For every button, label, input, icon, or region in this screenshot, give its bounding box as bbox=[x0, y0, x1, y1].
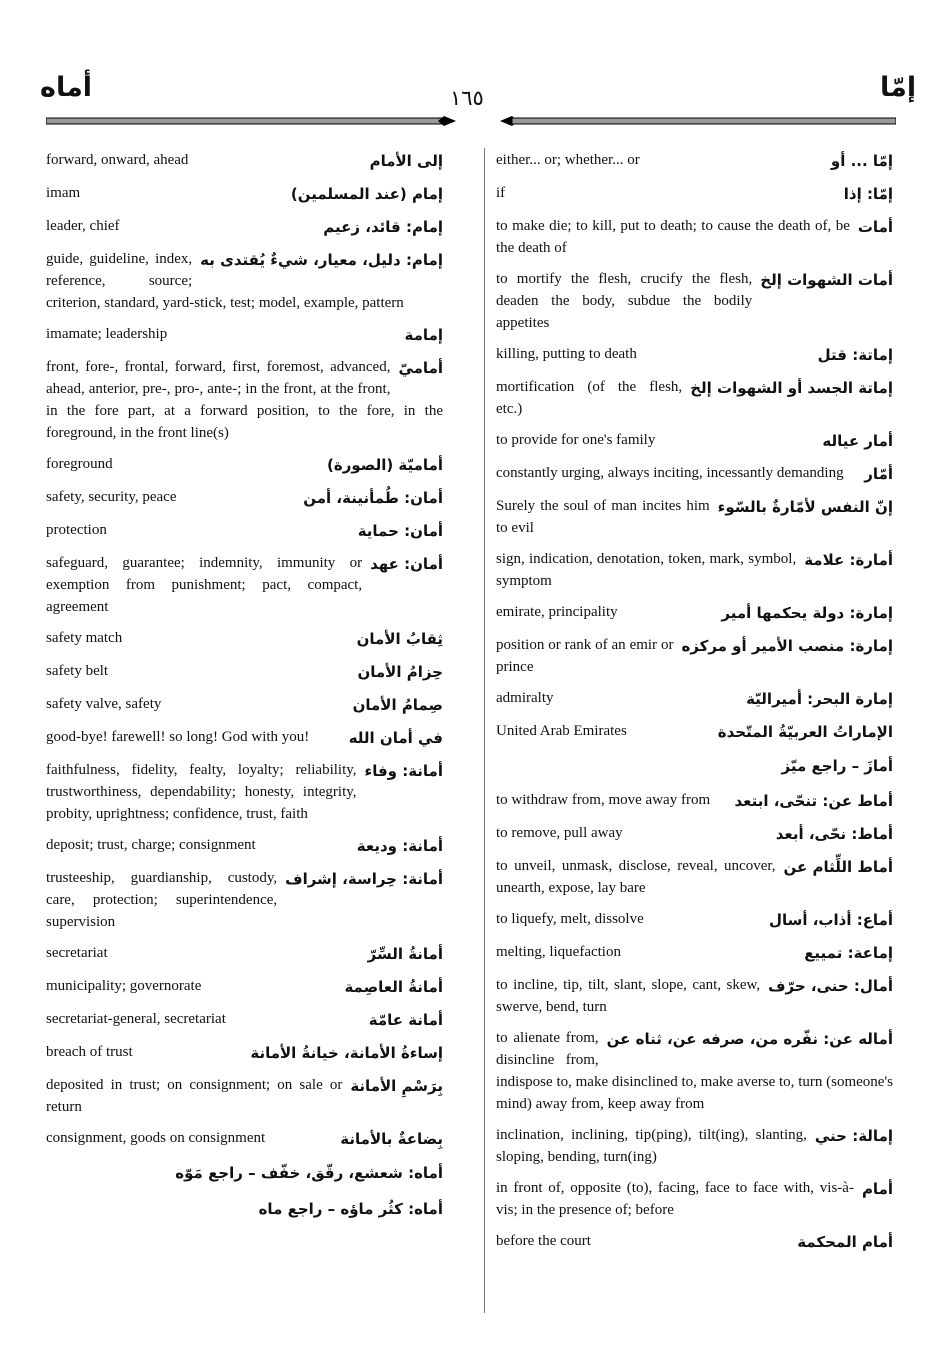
left-column bbox=[46, 144, 443, 1319]
dictionary-entry bbox=[46, 688, 443, 721]
dictionary-entry bbox=[46, 862, 443, 937]
dictionary-entry bbox=[46, 243, 443, 318]
entry-english: secretariat-general, secretariat bbox=[46, 1011, 226, 1027]
entry-arabic: أماه: شعشع، رقّق، خفّف – راجع مَوّه bbox=[175, 1164, 443, 1182]
entry-arabic: أماط: نحّى، أبعد bbox=[775, 825, 893, 843]
entry-arabic: أمات الشهوات إلخ bbox=[760, 271, 893, 289]
entry-arabic: أمانةُ السِّرّ bbox=[367, 945, 443, 963]
dictionary-entry bbox=[46, 622, 443, 655]
entry-english: to alienate from, disincline from, indispose to, make disinclined to, make averse to, turn (someone's mind) away from, keep away from bbox=[496, 1030, 893, 1112]
dictionary-entry bbox=[496, 784, 893, 817]
header-rule-left bbox=[46, 116, 456, 126]
dictionary-entry bbox=[496, 1119, 893, 1172]
dictionary-entry bbox=[496, 371, 893, 424]
entry-english: breach of trust bbox=[46, 1044, 133, 1060]
entry-english: to withdraw from, move away from bbox=[496, 792, 711, 808]
entry-english: sign, indication, denotation, token, mark, symbol, symptom bbox=[496, 551, 797, 589]
entry-arabic: إماتة: قتل bbox=[817, 346, 893, 364]
entry-english: municipality; governorate bbox=[46, 978, 202, 994]
entry-arabic: أمّار bbox=[864, 465, 893, 483]
dictionary-entry bbox=[496, 596, 893, 629]
entry-arabic: أمازَ – راجع ميّز bbox=[781, 757, 893, 775]
entry-english: admiralty bbox=[496, 690, 554, 706]
entry-english: Surely the soul of man incites him to evil bbox=[496, 498, 710, 536]
entry-arabic: إساءةُ الأمانة، خيانةُ الأمانة bbox=[250, 1044, 443, 1062]
entry-english: before the court bbox=[496, 1233, 591, 1249]
dictionary-entry bbox=[496, 490, 893, 543]
entry-arabic: إمارة: منصب الأمير أو مركزه bbox=[681, 637, 893, 655]
dictionary-entry bbox=[496, 715, 893, 748]
entry-english: position or rank of an emir or prince bbox=[496, 637, 674, 675]
dictionary-entry bbox=[46, 448, 443, 481]
right-column bbox=[496, 144, 893, 1319]
entry-arabic: إماعة: تمييع bbox=[804, 944, 893, 962]
entry-arabic: أماله عن: نفّره من، صرفه عن، ثناه عن bbox=[606, 1030, 893, 1048]
entry-english: inclination, inclining, tip(ping), tilt(ing), slanting, sloping, bending, turn(ing) bbox=[496, 1127, 807, 1165]
entry-english: imamate; leadership bbox=[46, 326, 168, 342]
dictionary-entry bbox=[496, 424, 893, 457]
dictionary-entry bbox=[496, 144, 893, 177]
dictionary-entry bbox=[46, 1122, 443, 1155]
dictionary-entry bbox=[46, 1069, 443, 1122]
entry-arabic: أماط عن: تنحّى، ابتعد bbox=[734, 792, 893, 810]
dictionary-entry bbox=[496, 457, 893, 490]
entry-arabic: إماتة الجسد أو الشهوات إلخ bbox=[690, 379, 893, 397]
dictionary-entry bbox=[496, 748, 893, 784]
entry-english: secretariat bbox=[46, 945, 108, 961]
dictionary-entry bbox=[496, 210, 893, 263]
entry-english: leader, chief bbox=[46, 218, 120, 234]
entry-arabic: أمام bbox=[861, 1180, 893, 1198]
dictionary-entry bbox=[496, 543, 893, 596]
entry-arabic: صِمامُ الأمان bbox=[352, 696, 443, 714]
entry-arabic: أمانة: حِراسة، إشراف bbox=[285, 870, 443, 888]
entry-english: if bbox=[496, 185, 506, 201]
dictionary-entry bbox=[46, 481, 443, 514]
dictionary-entry bbox=[46, 144, 443, 177]
entry-arabic: إمالة: حني bbox=[814, 1127, 893, 1145]
dictionary-entry bbox=[46, 721, 443, 754]
entry-english: United Arab Emirates bbox=[496, 723, 627, 739]
entry-english: to provide for one's family bbox=[496, 432, 656, 448]
entry-english: guide, guideline, index, reference, source; criterion, standard, yard-stick, test; model, example, pattern bbox=[46, 251, 404, 311]
entry-english: foreground bbox=[46, 456, 113, 472]
dictionary-entry bbox=[46, 177, 443, 210]
entry-arabic: أمانة عامّة bbox=[368, 1011, 443, 1029]
entry-arabic: إمارة: دولة يحكمها أمير bbox=[721, 604, 893, 622]
entry-arabic: أمانةُ العاصِمة bbox=[344, 978, 443, 996]
entry-arabic: إنّ النفس لأمّارةٌ بالسّوء bbox=[717, 498, 893, 516]
page-number: ١٦٥ bbox=[450, 86, 484, 110]
entry-english: deposited in trust; on consignment; on sale or return bbox=[46, 1077, 343, 1115]
entry-arabic: إمّا: إذا bbox=[843, 185, 893, 203]
entry-english: trusteeship, guardianship, custody, care, protection; superintendence, supervision bbox=[46, 870, 278, 930]
entry-arabic: بِرَسْمِ الأمانة bbox=[350, 1077, 443, 1095]
entry-english: to incline, tip, tilt, slant, slope, cant, skew, swerve, bend, turn bbox=[496, 977, 761, 1015]
entry-english: safety belt bbox=[46, 663, 109, 679]
entry-arabic: إمام: دليل، معيار، شيءٌ يُقتدى به bbox=[200, 251, 443, 269]
dictionary-entry bbox=[46, 514, 443, 547]
entry-arabic: أمان: حماية bbox=[357, 522, 443, 540]
entry-english: protection bbox=[46, 522, 107, 538]
entry-arabic: أماميّ bbox=[398, 359, 443, 377]
entry-english: either... or; whether... or bbox=[496, 152, 640, 168]
entry-english: deposit; trust, charge; consignment bbox=[46, 837, 256, 853]
entry-arabic: إمارة البحر: أميراليّة bbox=[746, 690, 893, 708]
entry-english: emirate, principality bbox=[496, 604, 618, 620]
right-headword: إمّا bbox=[880, 72, 917, 103]
dictionary-entry bbox=[46, 351, 443, 448]
dictionary-entry bbox=[496, 1172, 893, 1225]
entry-arabic: إمام (عند المسلمين) bbox=[290, 185, 443, 203]
left-headword: أماه bbox=[40, 72, 93, 103]
entry-arabic: أماط اللِّثام عن bbox=[783, 858, 893, 876]
dictionary-entry bbox=[496, 850, 893, 903]
entry-english: to remove, pull away bbox=[496, 825, 623, 841]
entry-arabic: أمال: حنى، حرّف bbox=[768, 977, 893, 995]
entry-english: safety match bbox=[46, 630, 123, 646]
dictionary-entry bbox=[496, 969, 893, 1022]
dictionary-entry bbox=[496, 903, 893, 936]
dictionary-entry bbox=[496, 1225, 893, 1258]
entry-english: safety, security, peace bbox=[46, 489, 177, 505]
entry-english: killing, putting to death bbox=[496, 346, 637, 362]
entry-arabic: أمام المحكمة bbox=[797, 1233, 893, 1251]
dictionary-entry bbox=[46, 210, 443, 243]
dictionary-entry bbox=[46, 547, 443, 622]
entry-arabic: إمامة bbox=[404, 326, 443, 344]
entry-arabic: إلى الأمام bbox=[369, 152, 443, 170]
entry-arabic: أمانة: وديعة bbox=[356, 837, 443, 855]
header-rule-right bbox=[500, 116, 896, 126]
dictionary-entry bbox=[46, 937, 443, 970]
entry-arabic: في أمان الله bbox=[348, 729, 443, 747]
dictionary-entry bbox=[46, 754, 443, 829]
entry-english: to unveil, unmask, disclose, reveal, uncover, unearth, expose, lay bare bbox=[496, 858, 776, 896]
dictionary-entry bbox=[496, 936, 893, 969]
entry-english: constantly urging, always inciting, incessantly demanding bbox=[496, 465, 844, 481]
entry-english: consignment, goods on consignment bbox=[46, 1130, 266, 1146]
entry-arabic: أمار عياله bbox=[822, 432, 893, 450]
entry-arabic: إمّا ... أو bbox=[830, 152, 893, 170]
entry-english: melting, liquefaction bbox=[496, 944, 621, 960]
dictionary-entry bbox=[46, 1191, 443, 1227]
entry-arabic: إمام: قائد، زعيم bbox=[323, 218, 443, 236]
entry-arabic: أماه: كثُر ماؤه – راجع ماه bbox=[258, 1200, 443, 1218]
dictionary-entry bbox=[46, 970, 443, 1003]
entry-english: to liquefy, melt, dissolve bbox=[496, 911, 644, 927]
dictionary-entry bbox=[496, 629, 893, 682]
column-divider bbox=[484, 148, 485, 1313]
entry-english: safety valve, safety bbox=[46, 696, 162, 712]
entry-arabic: أمانة: وفاء bbox=[364, 762, 443, 780]
dictionary-entry bbox=[46, 1003, 443, 1036]
entry-arabic: بِضاعةٌ بالأمانة bbox=[340, 1130, 443, 1148]
entry-arabic: الإماراتُ العربيّةُ المتّحدة bbox=[717, 723, 893, 741]
dictionary-entry bbox=[46, 1036, 443, 1069]
dictionary-entry bbox=[496, 817, 893, 850]
entry-arabic: حِزامُ الأمان bbox=[357, 663, 443, 681]
entry-arabic: أمان: عهد bbox=[370, 555, 443, 573]
entry-english: forward, onward, ahead bbox=[46, 152, 189, 168]
entry-english: mortification (of the flesh, etc.) bbox=[496, 379, 683, 417]
dictionary-entry bbox=[46, 829, 443, 862]
dictionary-entry bbox=[496, 177, 893, 210]
entry-english: to make die; to kill, put to death; to cause the death of, be the death of bbox=[496, 218, 850, 256]
entry-arabic: أماع: أذاب، أسال bbox=[768, 911, 893, 929]
entry-english: faithfulness, fidelity, fealty, loyalty; reliability, trustworthiness, dependability; honesty, integrity, probity, uprightness; confidence, trust, faith bbox=[46, 762, 357, 822]
entry-arabic: أماميّة (الصورة) bbox=[327, 456, 443, 474]
dictionary-entry bbox=[496, 1022, 893, 1119]
entry-english: in front of, opposite (to), facing, face to face with, vis-à-vis; in the presence of; before bbox=[496, 1180, 854, 1218]
entry-arabic: أمان: طُمأنينة، أمن bbox=[303, 489, 443, 507]
entry-english: to mortify the flesh, crucify the flesh, deaden the body, subdue the bodily appetites bbox=[496, 271, 753, 331]
dictionary-entry bbox=[496, 682, 893, 715]
entry-english: good-bye! farewell! so long! God with you! bbox=[46, 729, 310, 745]
dictionary-entry bbox=[46, 655, 443, 688]
entry-arabic: أمارة: علامة bbox=[804, 551, 893, 569]
dictionary-entry bbox=[46, 318, 443, 351]
entry-arabic: أمات bbox=[857, 218, 893, 236]
dictionary-entry bbox=[46, 1155, 443, 1191]
dictionary-entry bbox=[496, 338, 893, 371]
entry-english: safeguard, guarantee; indemnity, immunity or exemption from punishment; pact, compact, agreement bbox=[46, 555, 363, 615]
entry-english: front, fore-, frontal, forward, first, foremost, advanced, ahead, anterior, pre-, pro-, ante-; in the front, at the front, in the fore part, at a forward position, to the fore, in the foreground, in the front line(s) bbox=[46, 359, 443, 441]
entry-arabic: ثِقابُ الأمان bbox=[356, 630, 443, 648]
entry-english: imam bbox=[46, 185, 81, 201]
dictionary-entry bbox=[496, 263, 893, 338]
